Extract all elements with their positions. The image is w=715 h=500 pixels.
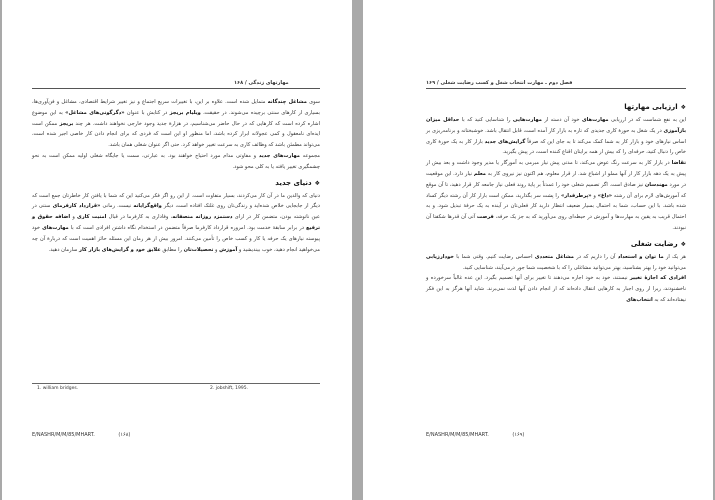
diamond-bullet-icon: ❖ [314, 179, 320, 187]
page-number: ۱۶۸ [234, 80, 244, 86]
diamond-bullet-icon: ❖ [680, 240, 686, 248]
paragraph-group [32, 191, 320, 256]
bold-term: دستمزد روزانه منصفانه [172, 214, 233, 221]
footer-page-number: (۱۶۸) [118, 432, 131, 438]
section-heading: ❖رضایت شغلی [630, 239, 686, 248]
footer-page-number: (۱۶۹) [512, 432, 525, 438]
bold-term: «داغ» [597, 192, 613, 199]
footnote: 1. william bridges. [37, 386, 79, 391]
paragraph: تقاضا در بازار کار به سرعت رنگ عوض می‌کند، تا مدتی پیش نیاز مبرمی به آموزگار یا مدیر وجود داشت و بعد بیش از پیش به یک دهه بازار کار از آنها مملو از اشباع شد. از قرار معلوم، هم اکنون نیز نیروی کار به معلم نیاز دارد. این موقعیت در مورد مهندسان نیز صادق است. اگر تصمیم شغلی خود را عمدتاً بر پایهٔ روند فعلی نیاز جامعه کار قرار دهید، تا آن موقع که آموزش‌های لازم برای آن رشته «داغ» و «پرطرفدار» را پشت سر بگذارید، ممکن است بازار کار آن رشته دیگر کساد شده باشد. با این حساب، شما به احتمال بسیار ضعیف انتظار دارید کار فعلی‌تان در آینده به یک حرفهٔ تبدیل شود. و به احتمال قریب به یقین به مهارت‌ها و آموزش در حیطه‌ای روی می‌آورید که به جز یک حرفه، فرصت آتی آن قدرها شکفتا آن نبودند. [426, 160, 687, 231]
bold-term: اضافه حقوق و ترفیع [32, 214, 320, 231]
page-footer [426, 432, 524, 438]
bold-term: مهارت‌های [581, 117, 609, 123]
running-head: ۱۶۸ / مهارتهای زندگی [234, 80, 289, 86]
footer-code: E/NASHR/M/M/85/MHART. [32, 432, 95, 438]
bold-term: فرصت [476, 214, 494, 221]
section-heading: ❖ارزیابی مهارتها [624, 103, 686, 111]
bold-term: امنیت کاری [77, 214, 107, 221]
page-footer [32, 432, 130, 438]
bold-term: مهارت‌هایی [512, 117, 542, 123]
paragraph: مجموعه مهارت‌های جدید و مفاوتی مدام مورد احتیاج خواهند بود. به عبارتی، سمت یا جایگاه شغلی اولیه ممکن است به نحو چشمگیری تغییر یافته یا به کلی محو شود. [32, 152, 321, 170]
paragraph: هر یک از ما توان و استعداد آن را داریم که در مشاغل متعددی احساس رضایت کنیم. وقتی شما با خودارزیابی می‌توانید خود را بهتر بشناسید، بهتر می‌توانید مشاغلی را که با شخصیت شما جور درمی‌آیند، شناسایی کنید. [426, 253, 686, 271]
bold-term: انتخاب‌های [626, 296, 653, 303]
paragraph: افرادی که اجازهٔ تغییر نیستند، خود به خود اجازه می‌دهند تا تغییر برای آنها تصمیم بگیرد. این عده غالباً سرخورده و ناخشنودند، زیرا از روی اجبار به کارهایی انتقال داده‌اند که از انجام دادن آنها لذت نمی‌برند. شاید آنها هرگز به این فکر نیفتاده‌اند که به انتخاب‌های [426, 275, 686, 303]
bold-term: مشاغل متعددی [534, 253, 574, 260]
right-page [363, 0, 713, 500]
bold-term: خودارزیابی [426, 253, 454, 260]
paragraph: این به نفع شماست که در ارزیابی مهارت‌های خود آن دسته از مهارت‌هایی را شناسایی کنید که با حداقل میزان بازآموزی در یک شغل به حوزهٔ کاری جدیدی که تازه به بازار کار آمده است، قابل انتقال باشد. خوشبختانه و برنامه‌ریزی بر اساس نیازهای خود و بازار کار به شما کمک می‌کند تا به جای این که صرفاً گرایش‌های جدید بازار کار به یک حوزهٔ کاری خاص را دنبال کنید، حرفه‌ای را که بیش از همه برایتان اقناع کننده است، در پیش بگیرید. [426, 117, 686, 156]
page-number: ۱۶۹ [426, 80, 436, 86]
running-title: فصل دوم ـ مهارت انتخاب شغل و کسب رضایت شغلی [440, 80, 573, 86]
bold-term: تحصیلات‌تان [183, 246, 214, 253]
bold-term: تقاضا [671, 160, 686, 167]
left-page [2, 0, 352, 500]
bold-term: واقع‌گرایانه [133, 203, 162, 210]
footnote-rule [32, 383, 320, 384]
paragraph-group [32, 97, 320, 173]
bold-term: مشاغل چندگانه [267, 99, 307, 105]
bold-term: ویلیام بریجز [169, 109, 201, 116]
bold-term: مهارت‌های جدید [258, 152, 300, 159]
diamond-bullet-icon: ❖ [680, 104, 686, 111]
running-head: فصل دوم ـ مهارت انتخاب شغل و کسب رضایت شغلی / ۱۶۹ [426, 80, 573, 86]
bold-term: حداقل میزان بازآموزی [426, 117, 686, 134]
bold-term: افرادی که اجازهٔ تغییر [629, 275, 686, 282]
paragraph-group [426, 115, 686, 234]
bold-term: «قرارداد کارفرمای [52, 203, 101, 210]
bold-term: معلم [473, 170, 486, 177]
section-heading: ❖دنیای جدید [275, 178, 320, 187]
page-body [426, 97, 686, 306]
paragraph: دنیای که والدین ما در آن کار می‌کردند، بسیار متفاوت است. از این رو اگر فکر می‌کنید این که شما با یافتن کار خاطرتان جمع است که دیگر از جابجایی خلاص شده‌اید و زندگی‌تان روی غلتک افتاده است، دیگر واقع‌گرایانه نیست. زمانی «قرارداد کارفرمای سنتی در عین ناتوشته بودن، متضمن کار در ازای دستمزد روزانه منصفانه، وفاداری به کارفرما در قبال امنیت کاری و اضافه حقوق و ترفیع در برابر سابقهٔ خدمت بود. امروزه قرارداد کارفرما صرفاً متضمن در استخدام نگاه داشتن افرادی است که با مهارت‌های خود پیوسته نیازهای یک حرفه یا کار و کسب خاص را تأمین می‌کنند. امروز بیش از هر زمان این مسئله حائز اهمیت است که دربارهٔ آن چه می‌خواهید انجام دهید، خوب بیندیشید و آموزش و تحصیلات‌تان را مطابق علایق خود و گرایش‌های بازار کار سازمان دهید. [32, 192, 320, 253]
footer-code: E/NASHR/M/M/85/MHART. [426, 432, 489, 438]
header-rule [32, 88, 320, 89]
bold-term: بریجز [59, 120, 74, 127]
header-rule [426, 88, 686, 89]
footnote: 2. jobshift, 1995. [210, 386, 249, 391]
page-header [2, 80, 352, 92]
page-body [32, 97, 320, 255]
page-header [363, 80, 713, 92]
bold-term: علایق خود و گرایش‌های بازار کار [79, 246, 161, 253]
running-title: مهارتهای زندگی [248, 80, 289, 86]
bold-term: آموزش [219, 246, 238, 253]
paragraph-group [426, 252, 686, 306]
bold-term: مهارت‌های [42, 224, 69, 231]
bold-term: «دگرگونی‌های مشاغل» [65, 109, 125, 116]
paragraph: سوی مشاغل چندگانه متمایل شده است. علاوه بر این، با تغییرات سریع اجتماع و نیز تغییر شرایط اقتصادی، مشاغل و فن‌آوری‌ها، بسیاری از کارهای سنتی برچیده می‌شوند. در حقیقت، ویلیام بریجز در کتابش با عنوان «دگرگونی‌های مشاغل» به این موضوع اشاره کرده است که کارهایی که در حال حاضر می‌شناسیم، در هزارهٔ جدید وجود خارجی نخواهند داشت. هر چند بریجز ممکن است ایده‌ای نامعقول و کمی عجولانه ابراز کرده باشد، اما منظور او این است که فردی که برای انجام دادن کار خاصی اجیر شده است، می‌تواند مطمئن باشد که وظائف کاری به سرعت تغییر خواهد کرد. حتی اگر عنوان شغلی همان باشد. [32, 99, 320, 149]
bold-term: گرایش‌های جدید [484, 138, 526, 145]
footnotes [32, 386, 320, 396]
bold-term: مهندسان [644, 181, 668, 188]
bold-term: «پرطرفدار» [561, 192, 592, 199]
bold-term: ما توان و استعداد [617, 253, 664, 260]
